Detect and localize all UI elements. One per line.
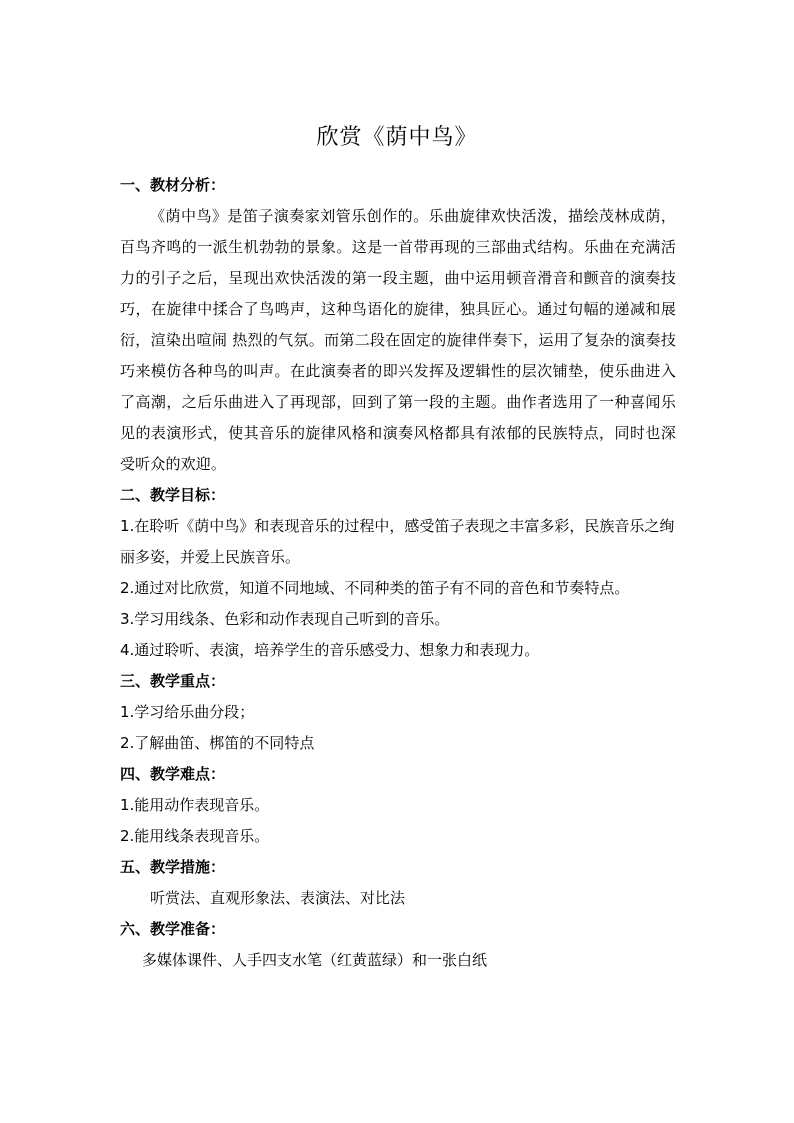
analysis-paragraph: 《荫中鸟》是笛子演奏家刘管乐创作的。乐曲旋律欢快活泼，描绘茂林成荫，百鸟齐鸣的一派生机勃勃的景象。这是一首带再现的三部曲式结构。乐曲在充满活力的引子之后，呈现出欢快活泼的第一段主题，曲中运用顿音滑音和颤音的演奏技巧，在旋律中揉合了鸟鸣声，这种鸟语化的旋律，独具匠心。通过句幅的递减和展衍，渲染出喧闹 热烈的气氛。而第二段在固定的旋律伴奏下，运用了复杂的演奏技巧来模仿各种鸟的叫声。在此演奏者的即兴发挥及逻辑性的层次铺垫，使乐曲进入了高潮，之后乐曲进入了再现部，回到了第一段的主题。曲作者选用了一种喜闻乐见的表演形式，使其音乐的旋律风格和演奏风格都具有浓郁的民族特点，同时也深受听众的欢迎。 [120,207,676,473]
section-heading-methods: 五、教学措施： [120,858,226,876]
goal-item: 2.通过对比欣赏，知道不同地域、不同种类的笛子有不同的音色和节奏特点。 [120,579,630,597]
methods-text: 听赏法、直观形象法、表演法、对比法 [150,889,406,907]
goal-item: 4.通过聆听、表演，培养学生的音乐感受力、想象力和表现力。 [120,641,540,659]
section-heading-difficulties: 四、教学难点： [120,765,226,783]
key-point-item: 1.学习给乐曲分段； [120,703,255,721]
section-heading-key-points: 三、教学重点： [120,672,226,690]
goal-item: 3.学习用线条、色彩和动作表现自己听到的音乐。 [120,610,450,628]
difficulty-item: 2.能用线条表现音乐。 [120,827,270,845]
document-body [120,170,676,976]
section-heading-goals: 二、教学目标： [120,486,226,504]
section-heading-preparation: 六、教学准备： [120,920,226,938]
document-title: 欣赏《荫中鸟》 [316,125,478,150]
difficulty-item: 1.能用动作表现音乐。 [120,796,270,814]
preparation-text: 多媒体课件、人手四支水笔（红黄蓝绿）和一张白纸 [142,951,488,969]
goal-item: 1.在聆听《荫中鸟》和表现音乐的过程中，感受笛子表现之丰富多彩，民族音乐之绚丽多姿，并爱上民族音乐。 [120,517,675,566]
section-heading-analysis: 一、教材分析： [120,176,226,194]
key-point-item: 2.了解曲笛、梆笛的不同特点 [120,734,315,752]
